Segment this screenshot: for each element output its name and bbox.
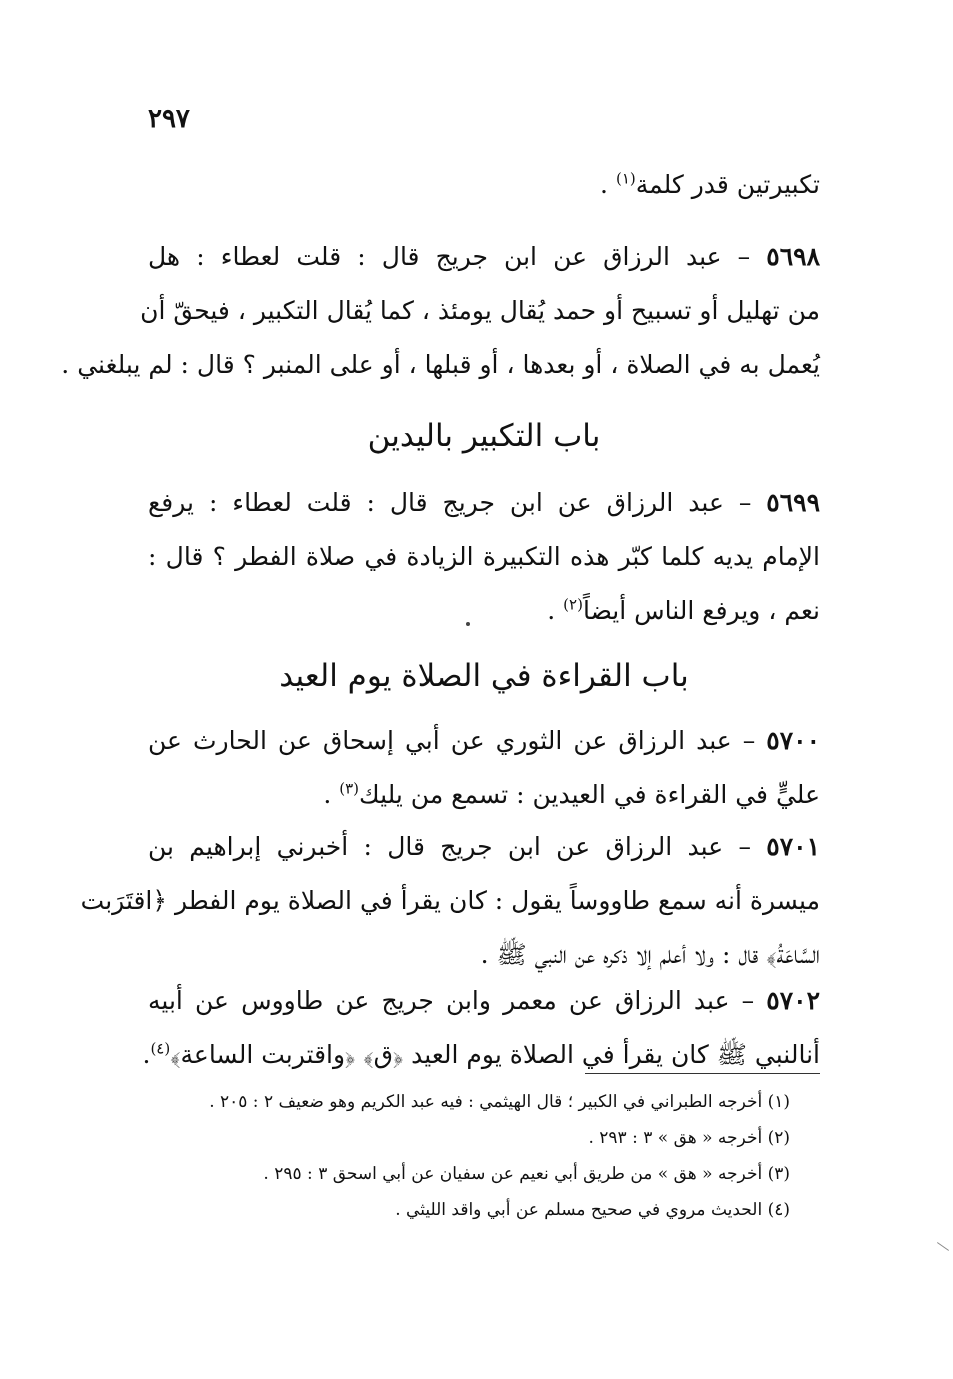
hadith-number: ٥٧٠١ — [766, 832, 820, 861]
footnote-ref[interactable]: (٢) — [563, 595, 583, 614]
line-text: – عبد الرزاق عن الثوري عن أبي إسحاق عن الحارث عن — [148, 726, 756, 755]
line-text: عليٍّ في القراءة في العيدين : تسمع من يليك — [359, 780, 820, 809]
text-line — [148, 820, 820, 874]
line-tail: . — [142, 1040, 151, 1069]
scan-mark — [937, 1242, 949, 1251]
text-line — [148, 584, 820, 638]
footnotes — [148, 1084, 820, 1228]
line-text: نعم ، ويرفع الناس أيضاً — [582, 596, 820, 625]
text-line — [148, 476, 820, 530]
footnote-ref[interactable]: (١) — [615, 169, 636, 188]
line-text: أنالنبي ﷺ كان يقرأ في الصلاة يوم العيد ﴿ق﴾ ﴿واقتربت الساعة﴾ — [170, 1040, 820, 1069]
line-text: – عبد الرزاق عن ابن جريج قال : أخبرني إبراهيم بن — [148, 832, 751, 861]
text-line — [148, 230, 820, 284]
footnote-ref[interactable]: (٣) — [339, 779, 360, 798]
hadith-number: ٥٧٠٢ — [766, 986, 820, 1015]
footnote-4: (٤) الحديث مروي في صحيح مسلم عن أبي واقد الليثي . — [395, 1200, 790, 1220]
chapter-heading: باب القراءة في الصلاة يوم العيد — [279, 658, 689, 694]
text-line — [148, 768, 820, 822]
hadith-5702 — [142, 974, 820, 1082]
footnote-2: (٢) أخرجه « هق » ٣ : ٢٩٣ . — [588, 1128, 790, 1148]
line-text: – عبد الرزاق عن ابن جريج قال : قلت لعطاء : يرفع — [148, 488, 752, 517]
line-text: – عبد الرزاق عن ابن جريج قال : قلت لعطاء : هل — [148, 242, 751, 271]
hadith-number: ٥٦٩٨ — [766, 242, 820, 271]
line-text: تكبيرتين قدر كلمة — [635, 170, 820, 199]
hadith-number: ٥٦٩٩ — [766, 488, 821, 517]
hadith-5701 — [80, 820, 820, 982]
hadith-5700 — [148, 714, 820, 822]
text-line — [148, 974, 820, 1028]
text-line: الإمام يديه كلما كبّر هذه التكبيرة الزيادة في صلاة الفطر ؟ قال : — [148, 542, 820, 571]
line-text: – عبد الرزاق عن معمر وابن جريج عن طاووس عن أبيه — [148, 986, 755, 1015]
hadith-5699 — [148, 476, 820, 638]
footnote-3: (٣) أخرجه « هق » من طريق أبي نعيم عن سفيان عن أبي اسحق ٣ : ٢٩٥ . — [263, 1164, 790, 1184]
continuation-paragraph — [148, 158, 820, 212]
text-line — [148, 714, 820, 768]
decorative-dot — [466, 622, 470, 626]
hadith-5698 — [61, 230, 820, 392]
hadith-number: ٥٧٠٠ — [766, 726, 820, 755]
text-line: السَّاعَةُ﴾ قال : ولا أعلم إلا ذكره عن النبي ﷺ . — [480, 940, 820, 969]
line-tail: . — [600, 170, 616, 199]
footnote-1: (١) أخرجه الطبراني في الكبير ؛ قال الهيثمي : فيه عبد الكريم وهو ضعيف ٢ : ٢٠٥ . — [209, 1092, 790, 1112]
text-line: يُعمل به في الصلاة ، أو بعدها ، أو قبلها ، أو على المنبر ؟ قال : لم يبلغني . — [61, 350, 820, 379]
line-tail: . — [547, 596, 564, 625]
footnote-divider — [585, 1073, 820, 1074]
text-line: من تهليل أو تسبيح أو حمد يُقال يومئذ ، كما يُقال التكبير ، فيحقّ أن — [140, 296, 820, 325]
line-tail: . — [323, 780, 340, 809]
chapter-heading: باب التكبير باليدين — [367, 418, 601, 454]
text-line: ميسرة أنه سمع طاووساً يقول : كان يقرأ في الصلاة يوم الفطر ﴿اقتَرَبت — [80, 886, 820, 915]
footnote-ref[interactable]: (٤) — [150, 1039, 171, 1058]
page-number: ٢٩٧ — [148, 104, 190, 134]
text-line — [148, 158, 820, 212]
